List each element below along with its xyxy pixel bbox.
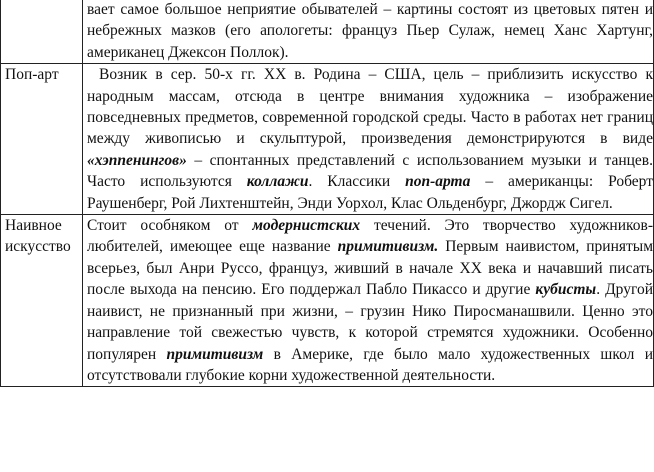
term-cell [1,0,83,64]
description-text: вает самое большое неприятие обывателей – картины состоят из цветовых пятен и небрежных мазков (его апологеты: француз Пьер Сулаж, немец Ханс Хартунг, американец Джексон Поллок). [87,1,653,61]
description-cell [83,215,654,387]
text-run: . Другой наивист, не признанный при жизни, – грузин Нико Пиросманашвили. Ценно это направление той свежестью чувств, к которой стремятся художники. Особенно популярен [87,281,653,363]
highlight-term: модернистских [252,217,361,235]
highlight-term: кубисты [535,281,597,299]
table-row-abstract [1,0,654,64]
text-run: – спонтанных представлений с использованием музыки и танцев. Часто используются [87,151,653,191]
text-run: – американцы: Роберт Раушенберг, Рой Лихтенштейн, Энди Уорхол, Клас Ольденбург, Джордж Сигел. [87,173,653,212]
description-cell [83,0,654,64]
highlight-term: «хэппенингов» [87,151,187,169]
text-run: Первым наивистом, принятым всерьез, был Анри Руссо, француз, живший в начале XX века и начавший писать после выхода на пенсию. Его поддержал Пабло Пикассо и другие [87,238,654,299]
highlight-term: примитивизм [166,345,264,363]
term-cell: Поп-арт [1,64,83,215]
text-run: в Америке, где было мало художественных школ и отсутствовали глубокие корни художественной деятельности. [87,345,653,384]
text-run: Возник в сер. 50-х гг. XX в. Родина – США, цель – приблизить искусство к народным массам, отсюда в центре внимания художника – изображение повседневных предметов, современной городской среды. Часто в работах нет границ между живописью и скульптурой, произведения демонстрируются в виде [87,66,653,148]
highlight-term: примитивизм. [337,238,439,256]
table-row-naive-art [1,215,654,387]
description-text [87,64,653,214]
text-run: . Классики [308,173,406,191]
table-row-pop-art [1,64,654,215]
text-run: течений. Это творчество художников-любителей, имеющее еще название [87,217,653,256]
term-cell: Наивное искусство [1,215,83,387]
description-text [87,215,653,386]
highlight-term: поп-арта [405,173,471,191]
text-run: Стоит особняком от [87,217,253,235]
description-cell [83,64,654,215]
highlight-term: коллажи [246,173,309,191]
